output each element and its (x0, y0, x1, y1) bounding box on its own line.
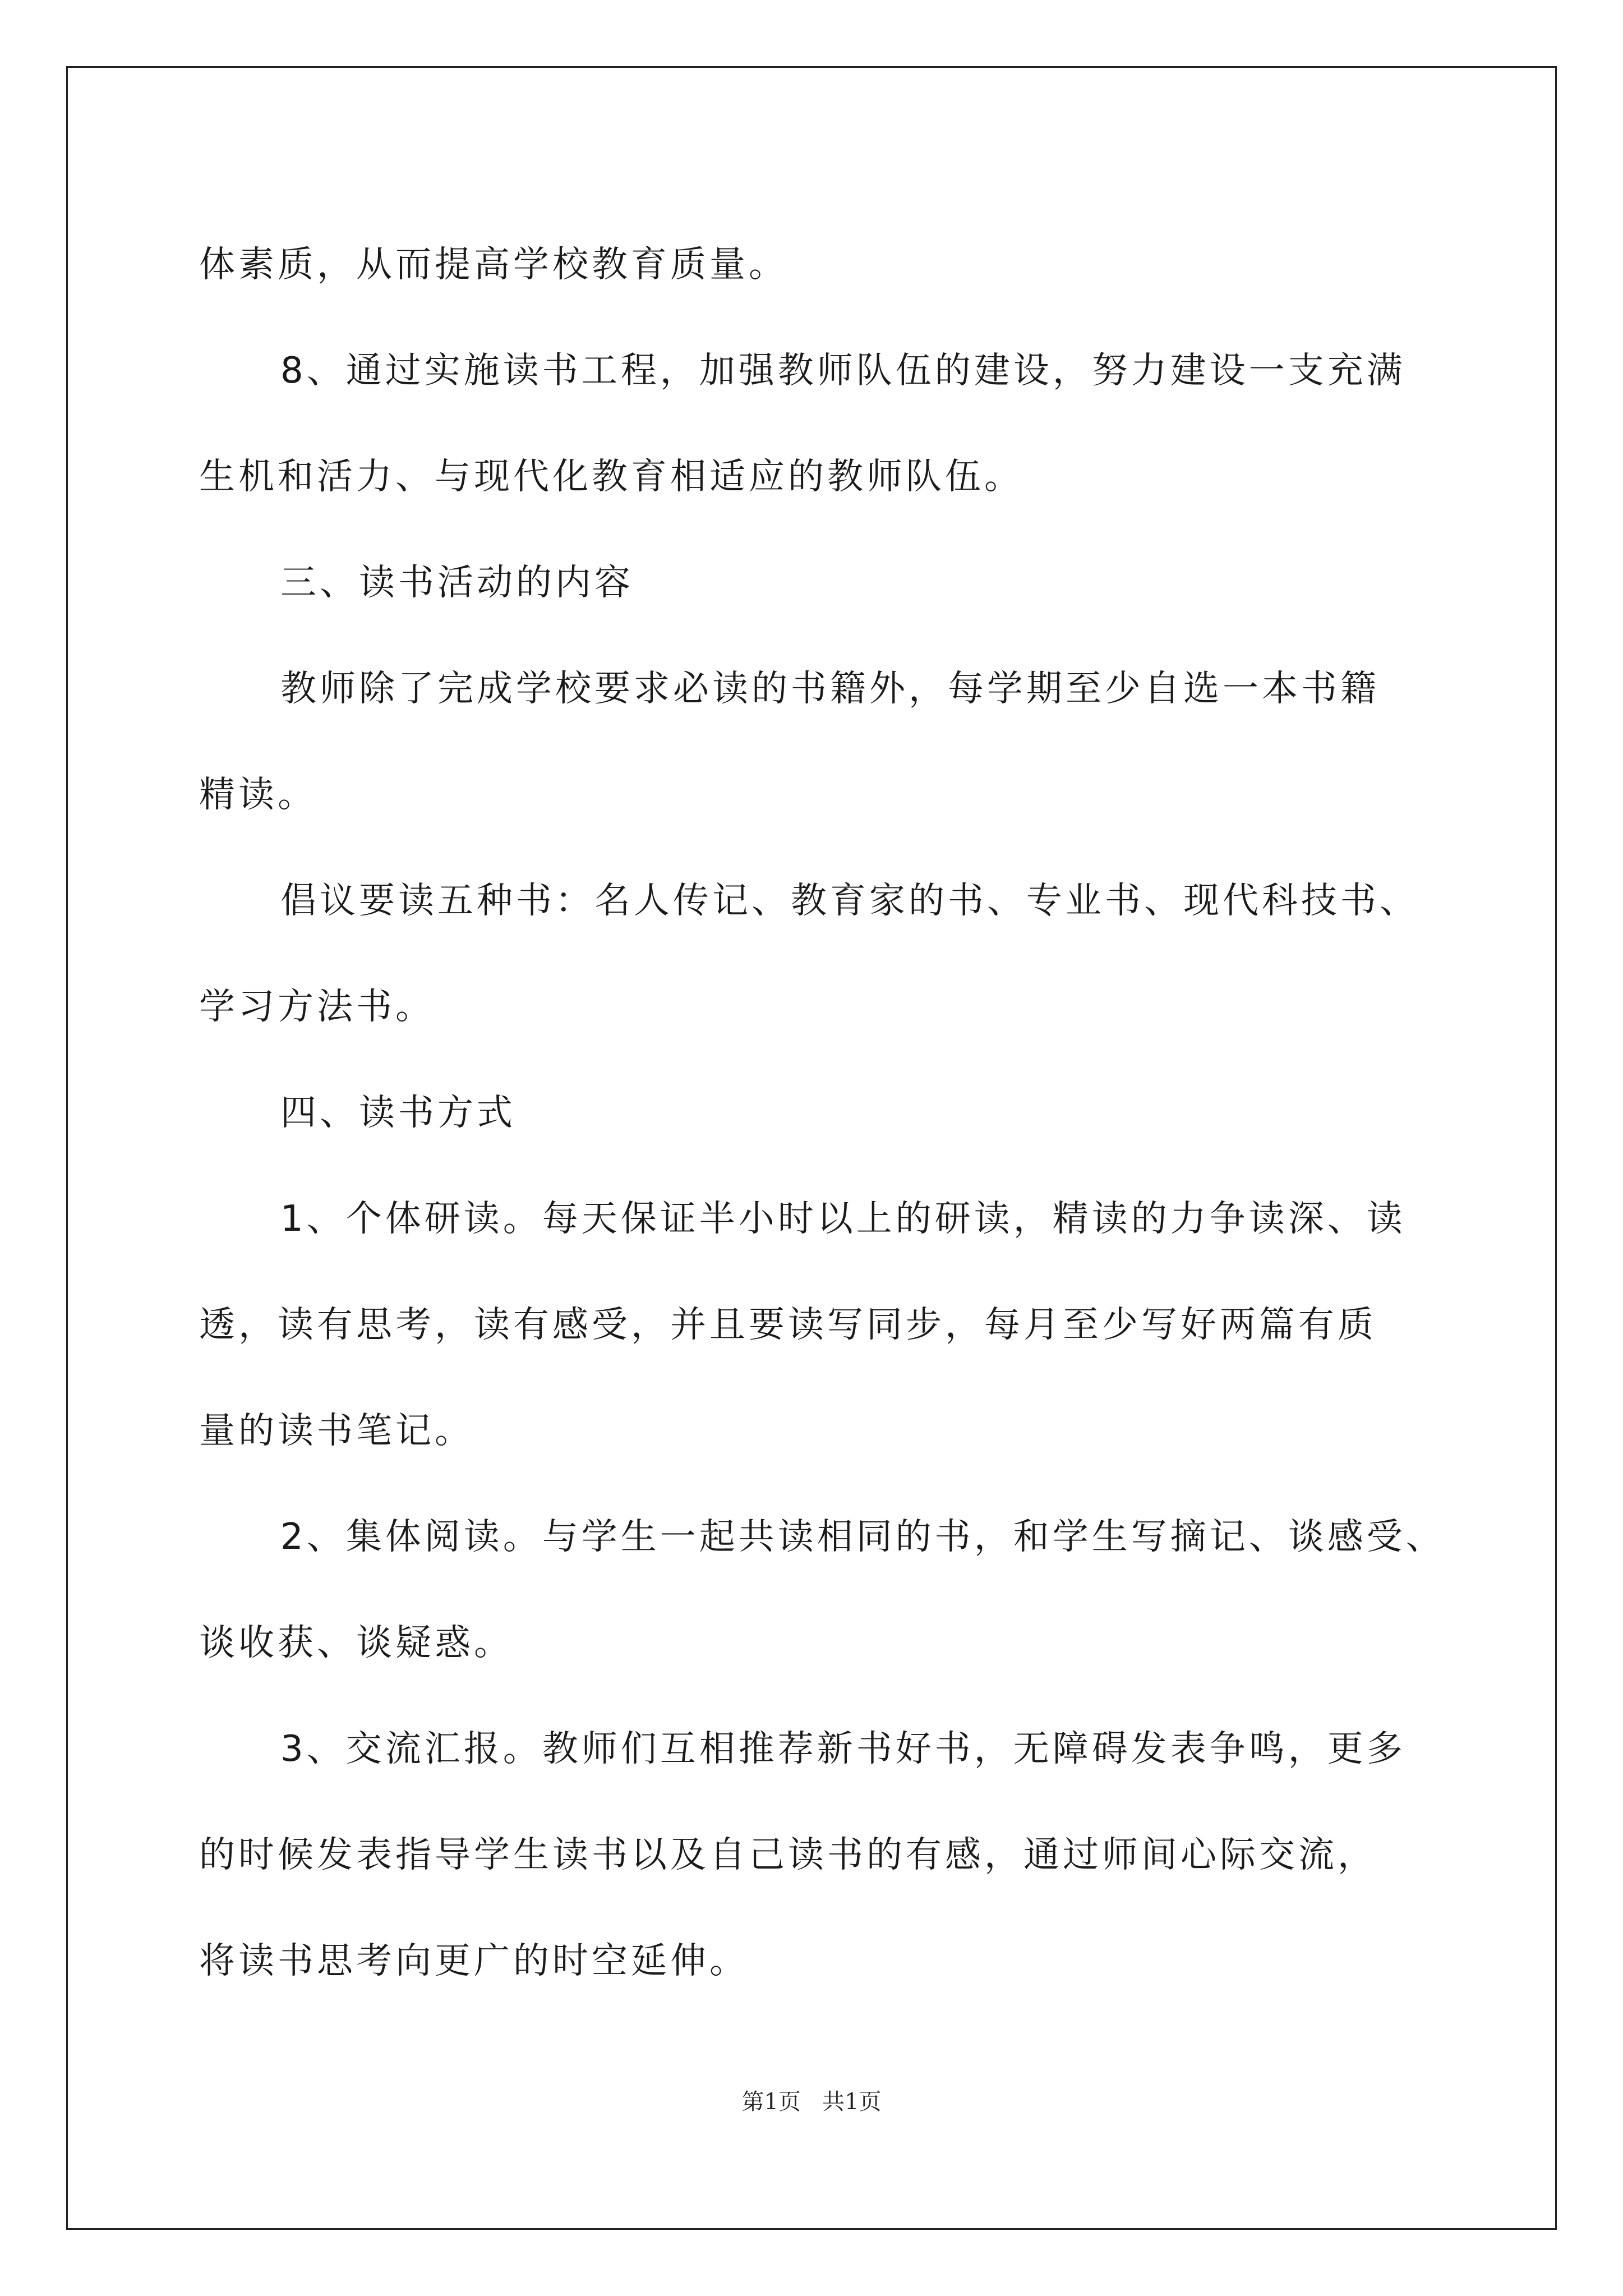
text-line: 谈收获、谈疑惑。 (199, 1622, 513, 1664)
text-line: 将读书思考向更广的时空延伸。 (199, 1940, 749, 1982)
text-line: 量的读书笔记。 (199, 1410, 474, 1452)
text-line: 生机和活力、与现代化教育相适应的教师队伍。 (199, 456, 1023, 498)
text-line: 精读。 (199, 774, 317, 816)
text-line: 1、个体研读。每天保证半小时以上的研读，精读的力争读深、读 (280, 1198, 1406, 1240)
section-heading: 四、读书方式 (280, 1092, 516, 1134)
text-line: 3、交流汇报。教师们互相推荐新书好书，无障碍发表争鸣，更多 (280, 1728, 1406, 1770)
text-line: 8、通过实施读书工程，加强教师队伍的建设，努力建设一支充满 (280, 350, 1406, 392)
text-line: 倡议要读五种书：名人传记、教育家的书、专业书、现代科技书、 (280, 880, 1419, 922)
text-line: 体素质，从而提高学校教育质量。 (199, 244, 788, 286)
section-heading: 三、读书活动的内容 (280, 562, 634, 604)
text-line: 透，读有思考，读有感受，并且要读写同步，每月至少写好两篇有质 (199, 1304, 1377, 1346)
text-line: 2、集体阅读。与学生一起共读相同的书，和学生写摘记、谈感受、 (280, 1516, 1445, 1558)
text-line: 学习方法书。 (199, 986, 435, 1028)
text-line: 的时候发表指导学生读书以及自己读书的有感，通过师间心际交流， (199, 1834, 1377, 1876)
text-line: 教师除了完成学校要求必读的书籍外，每学期至少自选一本书籍 (280, 668, 1380, 710)
document-body (199, 212, 1445, 2014)
page-number-footer: 第1页 共1页 (741, 2089, 882, 2115)
